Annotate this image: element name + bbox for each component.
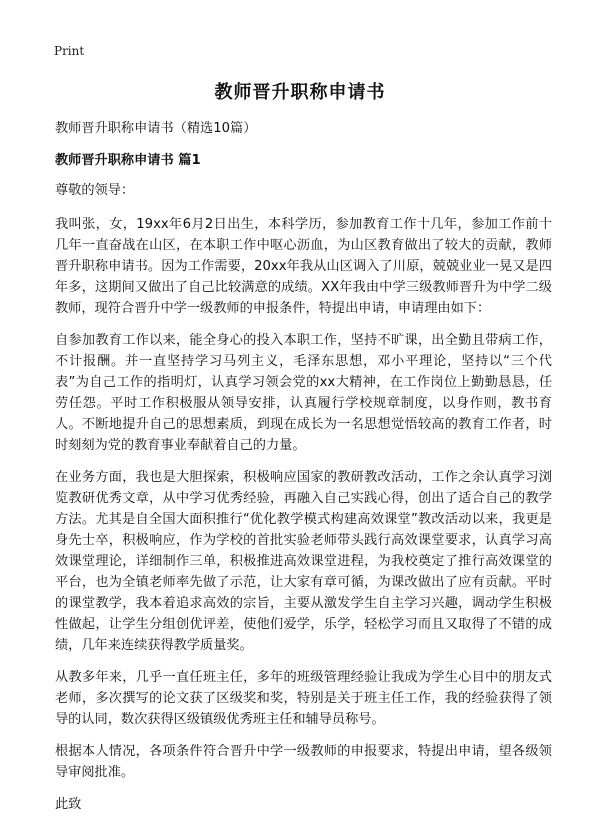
page-title: 教师晋升职称申请书 [214,82,386,103]
document-subtitle: 教师晋升职称申请书（精选10篇） [55,121,257,136]
document-body [55,118,552,815]
paragraph-request: 根据本人情况，各项条件符合晋升中学一级教师的申报要求，特提出申请，望各级领导审阅批准。 [55,744,552,780]
paragraph-political: 自参加教育工作以来，能全身心的投入本职工作，坚持不旷课，出全勤且带病工作，不计报酬。并一直坚持学习马列主义，毛泽东思想，邓小平理论，坚持以“三个代表”为自己工作的指明灯，认真学习领会党的xx大精神，在工作岗位上勤勤恳恳，任劳任怨。平时工作积极服从领导安排，认真履行学校规章制度，以身作则，教书育人。不断地提升自己的思想素质，到现在成长为一名思想觉悟较高的教育工作者，时时刻刻为党的教育事业奉献着自己的力量。 [55,333,552,453]
section-heading: 教师晋升职称申请书 篇1 [55,153,201,168]
print-link[interactable]: Print [54,44,85,58]
paragraph-teaching: 在业务方面，我也是大胆探索，积极响应国家的教研教改活动，工作之余认真学习浏览教研优秀文章，从中学习优秀经验，再融入自己实践心得，创出了适合自己的教学方法。尤其是自全国大面积推行“优化教学模式构建高效课堂”教改活动以来，我更是身先士卒，积极响应，作为学校的首批实验老师带头践行高效课堂要求，认真学习高效课堂理论，详细制作三单，积极推进高效课堂进程，为我校奠定了推行高效课堂的平台，也为全镇老师率先做了示范，让大家有章可循，为课改做出了应有贡献。平时的课堂教学，我本着追求高效的宗旨，主要从激发学生自主学习兴趣，调动学生积极性做起，让学生分组创优评差，使他们爱学，乐学，轻松学习而且又取得了不错的成绩，几年来连续获得教学质量奖。 [55,470,552,653]
paragraph-intro: 我叫张，女，19xx年6月2日出生，本科学历，参加教育工作十几年，参加工作前十几年一直奋战在山区，在本职工作中呕心沥血，为山区教育做出了较大的贡献，教师晋升职称申请书。因为工作需要，20xx年我从山区调入了川原，兢兢业业一晃又是四年多，这期间又做出了自己比较满意的成绩。XX年我由中学三级教师晋升为中学二级教师，现符合晋升中学一级教师的申报条件，特提出申请，申请理由如下： [55,217,552,316]
salutation: 尊敬的领导： [55,183,135,198]
closing-line: 此致 [55,797,82,812]
paragraph-class-teacher: 从教多年来，几乎一直任班主任，多年的班级管理经验让我成为学生心目中的朋友式老师，多次撰写的论文获了区级奖和奖，特别是关于班主任工作，我的经验获得了领导的认同，数次获得区级镇级优秀班主任和辅导员称号。 [55,670,552,727]
